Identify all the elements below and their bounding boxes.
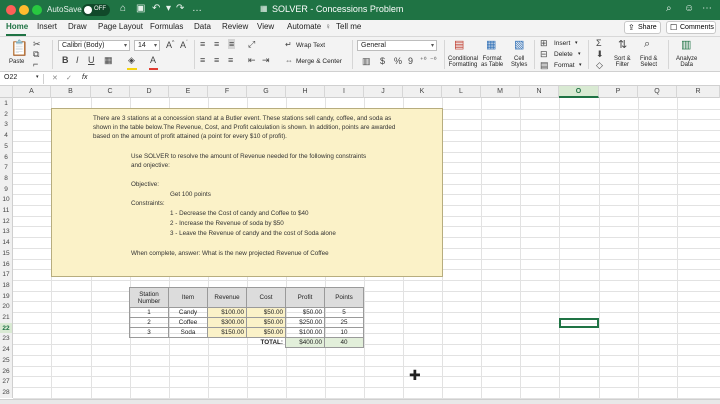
undo-dropdown-icon[interactable]: ▾ (166, 3, 172, 14)
item-cell[interactable]: Soda (169, 328, 208, 338)
tab-review[interactable]: Review (222, 22, 249, 31)
toggle-knob (84, 6, 92, 14)
conditional-formatting-label[interactable] (448, 56, 478, 68)
analyze-data-icon[interactable]: ▥ (681, 39, 692, 51)
font-name-value: Calibri (Body) (62, 42, 105, 49)
row-header[interactable]: 24 (0, 344, 13, 355)
gridline (13, 333, 720, 334)
row-header[interactable]: 5 (0, 141, 13, 152)
align-left-icon[interactable]: ≡ (200, 55, 206, 65)
chevron-down-icon: ▾ (123, 43, 127, 49)
column-header-selected[interactable]: O (559, 86, 599, 98)
note-line: based on the amount of profit attained (a point for every $10 of profit). (93, 133, 287, 140)
row-header[interactable]: 3 (0, 119, 13, 130)
fx-button[interactable]: fx (82, 74, 88, 81)
find-select-icon[interactable]: ⌕ (644, 38, 651, 50)
cut-icon[interactable]: ✂ (33, 39, 41, 49)
table-row (130, 328, 364, 338)
share-label: Share (638, 24, 657, 31)
note-line: 1 - Decrease the Cost of candy and Coffee to $40 (170, 210, 309, 217)
font-color-icon[interactable]: A (150, 55, 157, 65)
column-header[interactable]: A (13, 86, 51, 98)
column-header[interactable]: H (286, 86, 325, 98)
search-icon[interactable]: ⌕ (666, 3, 672, 14)
column-header[interactable]: F (208, 86, 247, 98)
tab-insert[interactable]: Insert (37, 22, 58, 31)
note-line: There are 3 stations at a concession stand at a Butler event. These stations sell candy, coffee, and soda as (93, 115, 392, 122)
save-icon[interactable]: ▣ (136, 3, 146, 14)
note-line: Use SOLVER to resolve the amount of Revenue needed for the following constraints (131, 153, 367, 160)
clear-icon[interactable]: ◇ (596, 60, 603, 70)
percent-icon[interactable]: % (394, 56, 403, 66)
gridline (13, 344, 720, 345)
name-box-value: O22 (4, 74, 18, 81)
gridline (13, 312, 720, 313)
empty-cell[interactable] (169, 338, 208, 348)
close-window-button[interactable] (6, 5, 16, 15)
row-header[interactable]: 16 (0, 259, 13, 270)
row-header[interactable]: 17 (0, 269, 13, 280)
comments-button[interactable] (666, 21, 716, 34)
increase-decimal-icon[interactable]: ⁺⁰ (420, 57, 427, 64)
tab-formulas[interactable]: Formulas (150, 22, 184, 31)
note-line: shown in the table below.The Revenue, Cost, and Profit calculation is shown. In addition, points are awarded (93, 124, 396, 131)
number-format-dropdown[interactable] (357, 40, 437, 51)
header-cost[interactable]: Cost (247, 288, 286, 308)
row-header[interactable]: 6 (0, 152, 13, 163)
gridline (13, 387, 720, 388)
share-button[interactable] (624, 21, 661, 34)
conditional-formatting-line-2: Formatting (448, 62, 478, 68)
format-as-table-label[interactable] (481, 56, 503, 68)
row-header[interactable]: 10 (0, 194, 13, 205)
document-title: SOLVER - Concessions Problem (272, 4, 404, 14)
underline-icon[interactable]: U (88, 55, 95, 65)
align-right-icon[interactable]: ≡ (228, 55, 234, 65)
zoom-window-button[interactable] (32, 5, 42, 15)
merge-icon: ⇔ (285, 56, 293, 65)
revenue-cell[interactable]: $300.00 (208, 318, 247, 328)
item-cell[interactable]: Candy (169, 308, 208, 318)
column-header[interactable]: R (677, 86, 720, 98)
delete-button[interactable]: Delete (554, 51, 573, 58)
lightbulb-icon: ♀ (325, 22, 331, 31)
autosave-label: AutoSave (47, 5, 82, 14)
cost-cell[interactable]: $50.00 (247, 328, 286, 338)
decrease-indent-icon[interactable]: ⇤ (248, 55, 256, 65)
number-format-value: General (361, 42, 386, 49)
format-as-table-icon[interactable]: ▦ (486, 39, 497, 51)
row-header[interactable]: 21 (0, 312, 13, 323)
orientation-icon[interactable]: ⤢ (248, 39, 256, 49)
decrease-decimal-icon[interactable]: ⁻⁰ (430, 57, 437, 64)
row-header[interactable]: 27 (0, 376, 13, 387)
column-header[interactable]: D (130, 86, 169, 98)
font-size-value: 14 (138, 42, 146, 49)
note-line: Objective: (131, 181, 159, 188)
revenue-cell[interactable]: $150.00 (208, 328, 247, 338)
sheet-bottom-edge (0, 399, 720, 404)
increase-font-icon[interactable]: A^ (166, 40, 175, 50)
currency-icon[interactable]: $ (380, 56, 386, 66)
note-line: When complete, answer: What is the new projected Revenue of Coffee (131, 250, 329, 257)
profit-cell[interactable]: $250.00 (286, 318, 325, 328)
tab-draw[interactable]: Draw (68, 22, 87, 31)
align-top-icon[interactable]: ≡ (200, 39, 206, 49)
ribbon-tabs (0, 20, 720, 37)
cell-styles-line-1: Cell (514, 56, 525, 62)
row-header[interactable]: 26 (0, 366, 13, 377)
ribbon-separator (668, 40, 669, 69)
row-header[interactable]: 7 (0, 162, 13, 173)
tab-home[interactable]: Home (6, 22, 29, 31)
column-header[interactable]: B (51, 86, 91, 98)
row-header[interactable]: 13 (0, 226, 13, 237)
cell-styles-icon[interactable]: ▧ (514, 39, 525, 51)
note-line: 3 - Leave the Revenue of candy and the cost of Soda alone (170, 230, 336, 237)
analyze-data-line-1: Analyze (676, 56, 698, 62)
header-item[interactable]: Item (169, 288, 208, 308)
station-cell[interactable]: 2 (130, 318, 169, 328)
chevron-down-icon: ▾ (430, 43, 434, 49)
total-profit-cell[interactable]: $400.00 (286, 338, 325, 348)
total-points-cell[interactable]: 40 (325, 338, 364, 348)
row-header[interactable]: 28 (0, 387, 13, 398)
row-header[interactable]: 23 (0, 333, 13, 344)
delete-cells-icon: ⊟ (540, 49, 548, 59)
cancel-icon[interactable]: ✕ (52, 75, 58, 82)
column-header[interactable]: M (481, 86, 520, 98)
chevron-down-icon: ▾ (575, 40, 578, 46)
autosave-toggle[interactable] (82, 4, 110, 16)
column-header[interactable]: Q (638, 86, 677, 98)
chevron-down-icon: ▾ (36, 74, 39, 80)
decrease-font-icon[interactable]: $A^ˇ$ (180, 40, 188, 50)
increase-indent-icon[interactable]: ⇥ (262, 55, 270, 65)
formula-bar (0, 72, 720, 86)
more-icon[interactable]: … (192, 3, 202, 14)
header-revenue[interactable]: Revenue (208, 288, 247, 308)
bold-icon[interactable]: B (62, 55, 69, 65)
formula-input[interactable] (98, 73, 718, 85)
total-label[interactable]: TOTAL: (260, 339, 283, 347)
fill-color-bar (127, 68, 137, 70)
cell-styles-label[interactable] (511, 56, 527, 68)
points-cell[interactable]: 10 (325, 328, 364, 338)
station-cell[interactable]: 3 (130, 328, 169, 338)
header-station-number[interactable]: Station Number (130, 288, 169, 308)
autosave-state: OFF (94, 6, 106, 12)
sort-filter-label[interactable] (614, 56, 631, 68)
ribbon-separator (444, 40, 445, 69)
select-all-corner[interactable] (0, 86, 13, 98)
chevron-down-icon: ▾ (579, 62, 582, 68)
row-header[interactable]: 18 (0, 280, 13, 291)
redo-icon[interactable]: ↷ (176, 3, 185, 14)
merge-center-button[interactable]: Merge & Center (296, 58, 342, 65)
italic-icon[interactable]: I (76, 55, 79, 65)
column-header[interactable]: P (599, 86, 638, 98)
title-bar (0, 0, 720, 20)
note-line: 2 - Increase the Revenue of soda by $50 (170, 220, 284, 227)
enter-icon[interactable]: ✓ (66, 75, 72, 82)
gridline (13, 323, 720, 324)
undo-icon[interactable]: ↶ (152, 3, 161, 14)
column-header[interactable]: J (364, 86, 403, 98)
gridline (13, 376, 720, 377)
column-header[interactable]: K (403, 86, 442, 98)
tab-page-layout[interactable]: Page Layout (98, 22, 143, 31)
concessions-table (129, 287, 364, 348)
analyze-data-line-2: Data (680, 62, 694, 68)
insert-cells-icon: ⊞ (540, 38, 548, 48)
revenue-cell[interactable]: $100.00 (208, 308, 247, 318)
home-icon[interactable]: ⌂ (120, 3, 127, 14)
column-header[interactable]: N (520, 86, 559, 98)
row-header[interactable]: 2 (0, 109, 13, 120)
gridline (13, 291, 720, 292)
active-cell-o22[interactable] (559, 318, 599, 328)
borders-icon[interactable]: ▦ (104, 55, 113, 65)
column-header[interactable]: E (169, 86, 208, 98)
align-center-icon[interactable]: ≡ (214, 55, 220, 65)
chevron-down-icon: ▾ (153, 43, 157, 49)
ribbon-separator (194, 40, 195, 69)
row-header[interactable]: 14 (0, 237, 13, 248)
align-bottom-icon[interactable]: ≡ (229, 39, 235, 49)
format-cells-icon: ▤ (540, 60, 549, 70)
table-row (130, 318, 364, 328)
column-header[interactable]: G (247, 86, 286, 98)
gridline (13, 280, 720, 281)
row-header[interactable]: 15 (0, 248, 13, 259)
format-painter-icon[interactable]: ⌐ (33, 59, 39, 69)
station-cell[interactable]: 1 (130, 308, 169, 318)
column-headers (0, 86, 720, 98)
cell-styles-line-2: Styles (511, 62, 528, 68)
font-name-dropdown[interactable] (58, 40, 130, 51)
copy-icon[interactable]: ⧉ (33, 49, 40, 59)
profit-cell[interactable]: $50.00 (286, 308, 325, 318)
row-header[interactable]: 12 (0, 216, 13, 227)
sort-filter-line-2: Filter (615, 62, 630, 68)
fill-color-icon[interactable]: ◈ (128, 55, 135, 65)
empty-cell[interactable] (208, 338, 247, 348)
accounting-format-icon[interactable]: ▥ (362, 56, 371, 66)
cost-cell[interactable]: $50.00 (247, 308, 286, 318)
tab-view[interactable]: View (257, 22, 275, 31)
note-line: and onjective: (131, 162, 170, 169)
find-select-line-2: Select (640, 62, 658, 68)
row-header[interactable]: 9 (0, 184, 13, 195)
share-icon: ⇪ (628, 23, 635, 32)
gridline (13, 355, 720, 356)
tab-data[interactable]: Data (194, 22, 211, 31)
ribbon-separator (588, 40, 589, 69)
cost-cell[interactable]: $50.00 (247, 318, 286, 328)
row-header[interactable]: 20 (0, 301, 13, 312)
total-row (130, 338, 364, 348)
conditional-formatting-icon[interactable]: ▤ (454, 39, 465, 51)
workbook-icon: ▦ (260, 4, 268, 13)
table-row (130, 308, 364, 318)
column-header[interactable]: C (91, 86, 130, 98)
font-size-dropdown[interactable] (134, 40, 160, 51)
wrap-text-icon: ↵ (285, 40, 292, 49)
comma-style-icon[interactable]: 9 (408, 56, 414, 66)
row-header[interactable]: 22 (0, 323, 13, 334)
row-header[interactable]: 8 (0, 173, 13, 184)
share-people-icon[interactable]: ☺ (684, 3, 695, 14)
paste-icon[interactable]: 📋 (10, 40, 29, 57)
analyze-data-label[interactable] (676, 56, 697, 68)
header-profit[interactable]: Profit (286, 288, 325, 308)
autosum-icon[interactable]: Σ (596, 38, 602, 48)
ribbon-separator (534, 40, 535, 69)
minimize-window-button[interactable] (19, 5, 29, 15)
instructions-textbox[interactable] (51, 108, 443, 277)
fill-icon[interactable]: ⬇ (596, 49, 604, 59)
row-header[interactable]: 19 (0, 291, 13, 302)
gridline (13, 301, 720, 302)
format-as-table-line-1: Format (482, 56, 502, 62)
find-select-line-1: Find & (640, 56, 658, 62)
table-header-row (130, 288, 364, 308)
font-color-bar (149, 68, 158, 70)
column-header[interactable]: L (442, 86, 481, 98)
note-line: Get 100 points (170, 191, 211, 198)
points-cell[interactable]: 25 (325, 318, 364, 328)
chevron-down-icon: ▾ (578, 51, 581, 57)
tab-tell-me[interactable]: Tell me (336, 22, 362, 31)
row-header[interactable]: 11 (0, 205, 13, 216)
active-tab-underline (6, 34, 26, 36)
format-button[interactable]: Format (554, 62, 575, 69)
item-cell[interactable]: Coffee (169, 318, 208, 328)
comment-icon: ☐ (670, 23, 678, 32)
format-as-table-line-2: as Table (481, 62, 504, 68)
conditional-formatting-line-1: Conditional (448, 56, 479, 62)
name-box[interactable] (2, 74, 44, 84)
row-header[interactable]: 25 (0, 355, 13, 366)
tab-automate[interactable]: Automate (287, 22, 322, 31)
sort-filter-line-1: Sort & (614, 56, 631, 62)
align-middle-icon[interactable]: ≡ (214, 39, 220, 49)
header-points[interactable]: Points (325, 288, 364, 308)
ribbon (0, 37, 720, 72)
comments-label: Comments (680, 24, 714, 31)
row-header[interactable]: 4 (0, 130, 13, 141)
ribbon-separator (52, 40, 53, 69)
row-header[interactable]: 1 (0, 98, 13, 109)
empty-cell[interactable] (130, 338, 169, 348)
column-header[interactable]: I (325, 86, 364, 98)
find-select-label[interactable] (640, 56, 657, 68)
wrap-text-button[interactable]: Wrap Text (296, 42, 326, 49)
crosshair-cursor-icon: ✚ (409, 367, 421, 383)
points-cell[interactable]: 5 (325, 308, 364, 318)
more-options-icon[interactable]: ⋯ (702, 3, 712, 14)
note-line: Constraints: (131, 200, 165, 207)
paste-label: Paste (9, 59, 25, 65)
ribbon-separator (352, 40, 353, 69)
gridline (13, 366, 720, 367)
insert-button[interactable]: Insert (554, 40, 571, 47)
profit-cell[interactable]: $100.00 (286, 328, 325, 338)
sort-filter-icon[interactable]: ⇅ (618, 39, 628, 51)
